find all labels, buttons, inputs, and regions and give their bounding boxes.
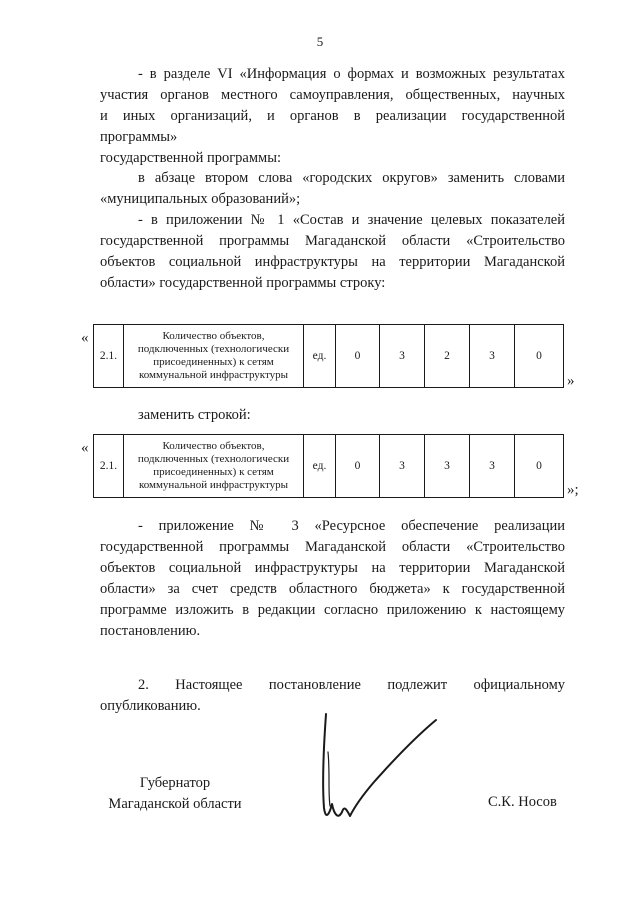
text-line: - в приложении № 1 «Состав и значение целевых показателей <box>138 212 565 228</box>
paragraph-publication <box>100 675 565 717</box>
table-cell-value: 2 <box>425 325 470 388</box>
paragraph-replace-words <box>100 168 565 210</box>
paragraph-appendix-1 <box>100 210 565 294</box>
replace-label <box>138 405 338 426</box>
text-line: области» за счет средств областного бюджета» к государственной <box>100 581 565 597</box>
text-line: - в разделе VI «Информация о формах и возможных результатах <box>138 66 565 82</box>
open-quote: « <box>81 330 89 346</box>
signatory-name: С.К. Носов <box>488 794 557 810</box>
text-line: опубликованию. <box>100 698 201 714</box>
signatory-title <box>100 773 250 815</box>
text-line: государственной программы Магаданской области «Строительство <box>100 539 565 555</box>
table-cell-unit: ед. <box>304 325 336 388</box>
table-cell-value: 3 <box>425 435 470 498</box>
text-line: программе изложить в редакции согласно приложению к настоящему <box>100 602 565 618</box>
table-cell-value: 0 <box>515 435 564 498</box>
text-line: и иных организаций, и органов в реализации государственной программы» <box>100 108 565 145</box>
table-cell-indicator: Количество объектов, подключенных (технологически присоединенных) к сетям коммунальной инфраструктуры <box>124 325 304 388</box>
text-line: области» государственной программы строку: <box>100 275 386 291</box>
text-line: государственной программы Магаданской области «Строительство <box>100 233 565 249</box>
table-cell-value: 0 <box>336 325 380 388</box>
text-line: 2. Настоящее постановление подлежит официальному <box>138 677 565 693</box>
close-quote: » <box>567 373 575 389</box>
table-cell-value: 0 <box>336 435 380 498</box>
table-cell-number: 2.1. <box>94 435 124 498</box>
table-cell-number: 2.1. <box>94 325 124 388</box>
text-line: - приложение № 3 «Ресурсное обеспечение реализации <box>138 518 565 534</box>
indicator-table-new <box>93 434 564 498</box>
text-line: постановлению. <box>100 623 201 639</box>
handwritten-signature <box>318 712 438 832</box>
table-cell-value: 3 <box>470 435 515 498</box>
text-line: в абзаце втором слова «городских округов» заменить словами <box>138 170 565 186</box>
table-cell-value: 3 <box>470 325 515 388</box>
signatory-title-line: Губернатор <box>139 775 211 791</box>
text-line: участия органов местного самоуправления, общественных, научных <box>100 87 565 103</box>
close-quote: »; <box>567 482 579 498</box>
indicator-table-old <box>93 324 564 388</box>
text-line: «муниципальных образований»; <box>100 191 301 207</box>
table-cell-value: 3 <box>380 435 425 498</box>
table-cell-value: 3 <box>380 325 425 388</box>
table-cell-indicator: Количество объектов, подключенных (технологически присоединенных) к сетям коммунальной инфраструктуры <box>124 435 304 498</box>
table-row <box>94 435 564 498</box>
paragraph-section-vi <box>100 64 565 169</box>
paragraph-appendix-3 <box>100 516 565 642</box>
table-cell-unit: ед. <box>304 435 336 498</box>
signatory-title-line: Магаданской области <box>108 796 242 812</box>
text-line: объектов социальной инфраструктуры на территории Магаданской <box>100 254 565 270</box>
text-line: объектов социальной инфраструктуры на территории Магаданской <box>100 560 565 576</box>
table-cell-value: 0 <box>515 325 564 388</box>
table-row <box>94 325 564 388</box>
text-line: государственной программы: <box>100 150 281 166</box>
text-line: заменить строкой: <box>138 407 251 423</box>
page-number: 5 <box>316 34 324 49</box>
open-quote: « <box>81 440 89 456</box>
